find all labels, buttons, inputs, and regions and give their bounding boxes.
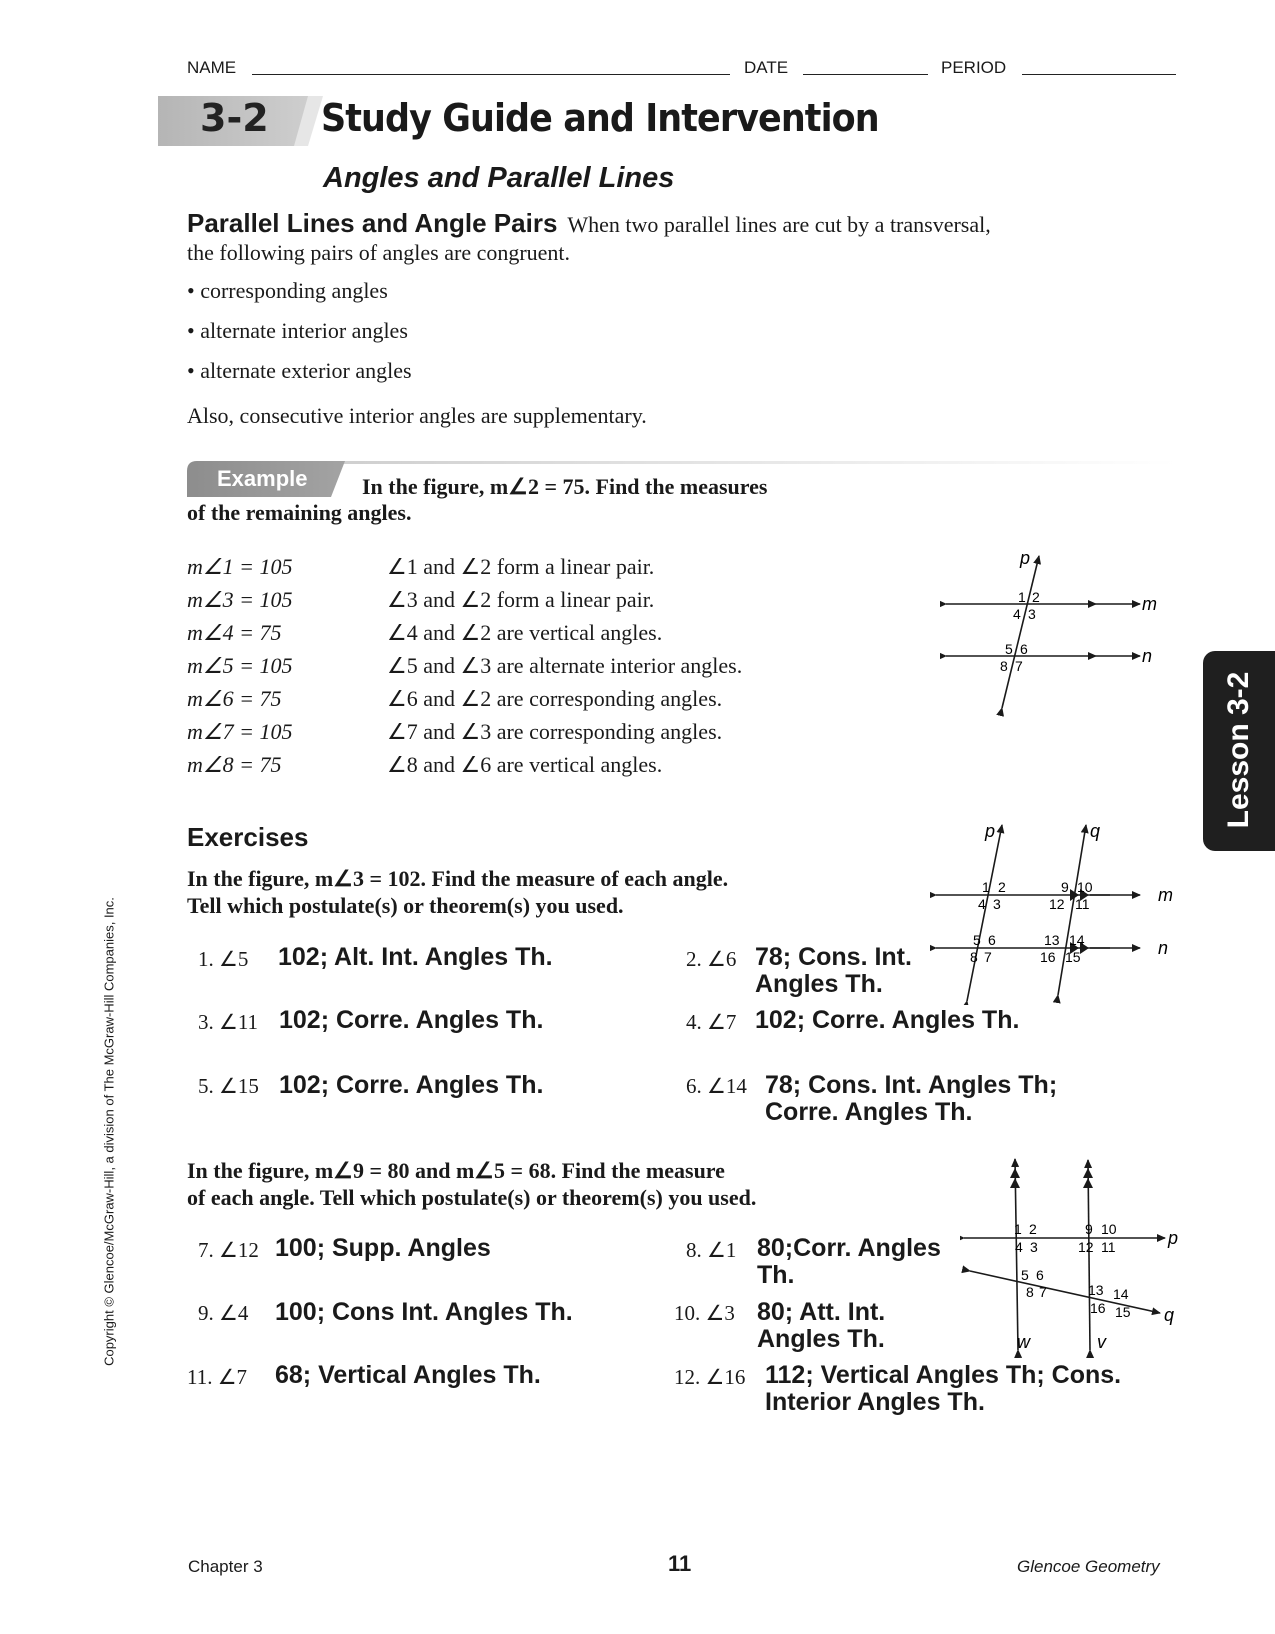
date-label: DATE — [744, 58, 789, 77]
question-label-8: 8. ∠1 — [686, 1238, 737, 1262]
answer-12[interactable] — [765, 1362, 1121, 1416]
exercise-figure-2 — [960, 1158, 1185, 1358]
angle-label: 9 — [1085, 1221, 1093, 1237]
intro-heading: Parallel Lines and Angle Pairs — [187, 208, 558, 238]
line-q — [970, 1271, 1160, 1313]
angle-label: 5 — [1021, 1267, 1029, 1283]
example-reason: ∠6 and ∠2 are corresponding angles. — [387, 686, 723, 711]
question-label-1: 1. ∠5 — [198, 947, 249, 971]
intro-closing: Also, consecutive interior angles are supplementary. — [187, 403, 647, 428]
answer-line: Angles Th. — [757, 1325, 885, 1353]
angle-label: 1 — [982, 879, 990, 895]
label-p: p — [1168, 1228, 1179, 1248]
answer-6[interactable] — [765, 1072, 1057, 1126]
angle-label: 5 — [1005, 641, 1013, 657]
copyright-notice: Copyright © Glencoe/McGraw-Hill, a division of The McGraw-Hill Companies, Inc. — [101, 897, 117, 1366]
bullet-alt-exterior: • alternate exterior angles — [187, 358, 412, 383]
exercise-figure-1 — [930, 815, 1180, 1005]
page-subtitle: Angles and Parallel Lines — [323, 162, 675, 194]
angle-label: 16 — [1090, 1300, 1106, 1316]
example-reason: ∠8 and ∠6 are vertical angles. — [387, 752, 663, 777]
angle-label: 6 — [1036, 1267, 1044, 1283]
question-label-11: 11. ∠7 — [187, 1365, 248, 1389]
example-measure: m∠6 = 75 — [187, 686, 282, 711]
question-label-9: 9. ∠4 — [198, 1301, 249, 1325]
angle-label: 11 — [1075, 896, 1090, 912]
bullet-alt-interior: • alternate interior angles — [187, 318, 408, 343]
line-v — [1088, 1160, 1090, 1350]
angle-label: 16 — [1040, 949, 1056, 965]
set2-prompt-2: of each angle. Tell which postulate(s) or theorem(s) you used. — [187, 1185, 757, 1210]
angle-label: 2 — [998, 879, 1006, 895]
angle-label: 1 — [1014, 1221, 1022, 1237]
angle-label: 2 — [1029, 1221, 1037, 1237]
angle-label: 8 — [1026, 1284, 1034, 1300]
example-measure: m∠3 = 105 — [187, 587, 293, 612]
angle-label: 11 — [1101, 1239, 1116, 1255]
example-measure: m∠7 = 105 — [187, 719, 293, 744]
angle-label: 13 — [1044, 932, 1060, 948]
answer-line: 102; Corre. Angles Th. — [279, 1071, 544, 1099]
angle-label: 13 — [1088, 1282, 1104, 1298]
answer-line: 102; Corre. Angles Th. — [279, 1006, 544, 1034]
answer-5[interactable] — [279, 1072, 543, 1099]
answer-1[interactable] — [278, 944, 553, 971]
question-label-10: 10. ∠3 — [674, 1301, 735, 1325]
label-m: m — [1142, 594, 1157, 614]
angle-label: 1 — [1018, 589, 1026, 605]
label-n: n — [1142, 646, 1153, 666]
exercises-heading: Exercises — [187, 822, 309, 852]
angle-label: 5 — [973, 932, 981, 948]
angle-label: 14 — [1069, 932, 1085, 948]
bullet-corresponding: • corresponding angles — [187, 278, 388, 303]
line-p — [1002, 556, 1039, 708]
answer-line: 68; Vertical Angles Th. — [275, 1361, 541, 1389]
period-field[interactable] — [1022, 74, 1176, 75]
angle-label: 8 — [1000, 658, 1008, 674]
answer-line: 112; Vertical Angles Th; Cons. — [765, 1361, 1122, 1389]
angle-label: 3 — [1030, 1239, 1038, 1255]
angle-label: 9 — [1061, 879, 1069, 895]
answer-line: 100; Supp. Angles — [275, 1234, 491, 1262]
angle-label: 7 — [984, 949, 992, 965]
answer-10[interactable] — [757, 1299, 885, 1353]
answer-2[interactable] — [755, 944, 912, 998]
angle-label: 4 — [1015, 1239, 1023, 1255]
answer-9[interactable] — [275, 1299, 573, 1326]
example-measure: m∠4 = 75 — [187, 620, 282, 645]
answer-line: 78; Cons. Int. Angles Th; — [765, 1071, 1058, 1099]
label-m: m — [1158, 885, 1173, 905]
angle-label: 4 — [1013, 606, 1021, 622]
date-field[interactable] — [803, 74, 928, 75]
name-label: NAME — [187, 58, 237, 77]
lesson-banner — [158, 92, 1178, 150]
label-v: v — [1097, 1332, 1106, 1352]
question-label-7: 7. ∠12 — [198, 1238, 259, 1262]
angle-label: 4 — [978, 896, 986, 912]
intro-text-2: the following pairs of angles are congruent. — [187, 240, 571, 265]
set1-prompt-2: Tell which postulate(s) or theorem(s) you used. — [187, 893, 624, 918]
answer-8[interactable] — [757, 1235, 941, 1289]
example-badge: Example — [217, 466, 308, 491]
answer-line: 102; Corre. Angles Th. — [755, 1006, 1020, 1034]
example-reason: ∠5 and ∠3 are alternate interior angles. — [387, 653, 743, 678]
set1-prompt-1: In the figure, m∠3 = 102. Find the measure of each angle. — [187, 866, 729, 891]
question-label-2: 2. ∠6 — [686, 947, 737, 971]
answer-7[interactable] — [275, 1235, 491, 1262]
answer-line: Interior Angles Th. — [765, 1388, 985, 1416]
angle-label: 15 — [1115, 1304, 1131, 1320]
answer-4[interactable] — [755, 1007, 1019, 1034]
footer-book-title: Glencoe Geometry — [1017, 1557, 1160, 1576]
footer-chapter: Chapter 3 — [188, 1557, 263, 1576]
example-figure — [940, 548, 1180, 718]
angle-label: 14 — [1113, 1286, 1129, 1302]
answer-line: Corre. Angles Th. — [765, 1098, 973, 1126]
example-measure: m∠1 = 105 — [187, 554, 293, 579]
label-q: q — [1090, 821, 1101, 841]
example-reason: ∠1 and ∠2 form a linear pair. — [387, 554, 655, 579]
angle-label: 6 — [1020, 641, 1028, 657]
example-measure: m∠8 = 75 — [187, 752, 282, 777]
angle-label: 3 — [1028, 606, 1036, 622]
question-label-4: 4. ∠7 — [686, 1010, 737, 1034]
angle-label: 12 — [1049, 896, 1065, 912]
question-label-3: 3. ∠11 — [198, 1010, 259, 1034]
angle-label: 2 — [1032, 589, 1040, 605]
label-p: p — [1020, 548, 1031, 568]
answer-line: Angles Th. — [755, 970, 883, 998]
line-p — [967, 825, 1002, 1001]
intro-paragraph — [187, 208, 1187, 239]
label-n: n — [1158, 938, 1169, 958]
answer-3[interactable] — [279, 1007, 543, 1034]
question-label-6: 6. ∠14 — [686, 1074, 747, 1098]
answer-line: 100; Cons Int. Angles Th. — [275, 1298, 573, 1326]
lesson-side-tab — [1203, 651, 1275, 851]
label-p: p — [985, 821, 996, 841]
lesson-number: 3-2 — [200, 96, 269, 140]
answer-line: 78; Cons. Int. — [755, 943, 912, 971]
page-number: 11 — [668, 1551, 692, 1576]
arrow-marks-v — [1083, 1168, 1093, 1188]
example-prompt-1: In the figure, m∠2 = 75. Find the measures — [362, 474, 768, 499]
example-reason: ∠7 and ∠3 are corresponding angles. — [387, 719, 723, 744]
answer-11[interactable] — [275, 1362, 541, 1389]
label-q: q — [1164, 1305, 1175, 1325]
angle-label: 10 — [1101, 1221, 1117, 1237]
period-label: PERIOD — [941, 58, 1007, 77]
angle-label: 12 — [1078, 1239, 1094, 1255]
answer-line: Th. — [757, 1261, 795, 1289]
angle-label: 15 — [1065, 949, 1081, 965]
set2-prompt-1: In the figure, m∠9 = 80 and m∠5 = 68. Find the measure — [187, 1158, 725, 1183]
intro-text-1: When two parallel lines are cut by a transversal, — [567, 212, 991, 237]
arrow-marks-w — [1010, 1168, 1020, 1188]
example-measure: m∠5 = 105 — [187, 653, 293, 678]
page-title: Study Guide and Intervention — [321, 96, 879, 140]
lesson-tab-label: Lesson 3-2 — [1222, 671, 1255, 829]
answer-line: 80; Att. Int. — [757, 1298, 886, 1326]
angle-label: 7 — [1039, 1284, 1047, 1300]
question-label-12: 12. ∠16 — [674, 1365, 746, 1389]
angle-label: 7 — [1015, 658, 1023, 674]
example-prompt-2: of the remaining angles. — [187, 500, 412, 525]
label-w: w — [1017, 1332, 1030, 1352]
answer-line: 80;Corr. Angles — [757, 1234, 941, 1262]
angle-label: 10 — [1077, 879, 1093, 895]
name-field[interactable] — [252, 74, 730, 75]
answer-line: 102; Alt. Int. Angles Th. — [278, 943, 553, 971]
example-reason: ∠4 and ∠2 are vertical angles. — [387, 620, 663, 645]
angle-label: 6 — [988, 932, 996, 948]
example-reason: ∠3 and ∠2 form a linear pair. — [387, 587, 655, 612]
question-label-5: 5. ∠15 — [198, 1074, 259, 1098]
angle-label: 8 — [970, 949, 978, 965]
angle-label: 3 — [993, 896, 1001, 912]
